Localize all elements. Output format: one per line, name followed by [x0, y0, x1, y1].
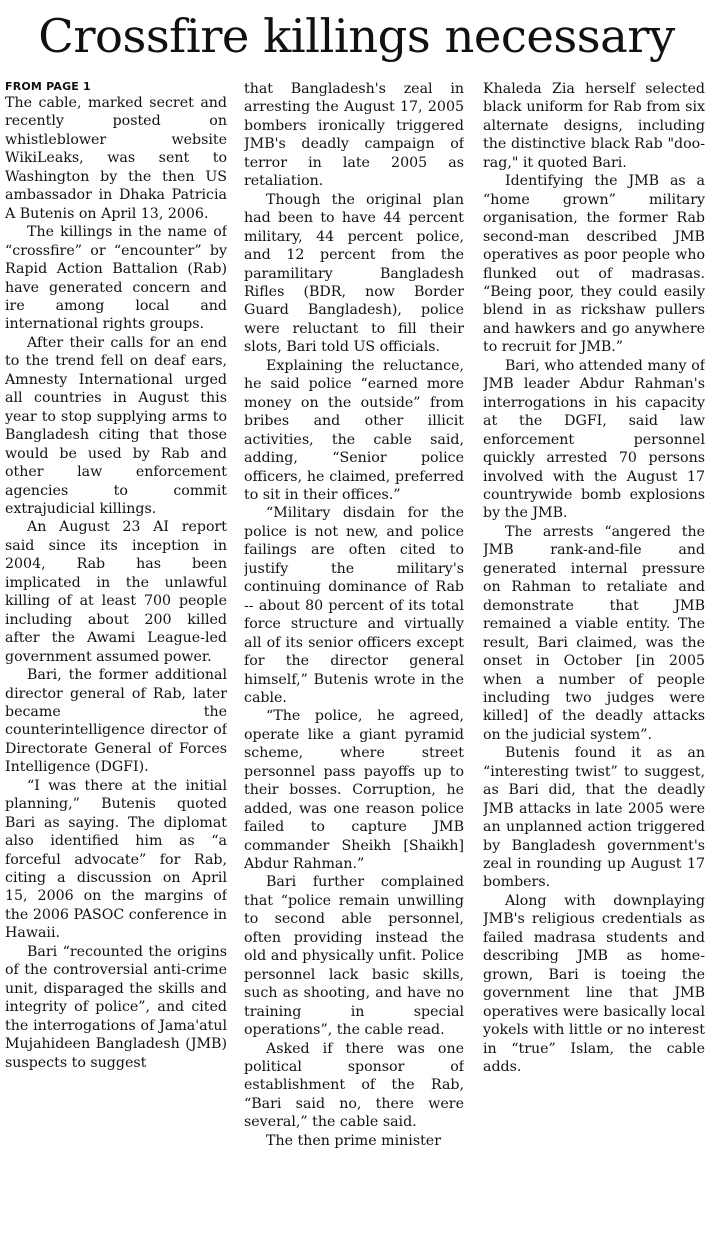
headline: Crossfire killings necessary — [38, 9, 675, 63]
paragraph: Explaining the reluctance, he said police “earned more money on the outside” from bribes and other illicit activities, the cable said, adding, “Senior police officers, he claimed, preferred to sit in their offices.” — [244, 357, 464, 503]
paragraph: An August 23 AI report said since its inception in 2004, Rab has been implicated in the unlawful killing of at least 700 people including about 200 killed after the Awami League-led government assumed power. — [5, 519, 227, 665]
paragraph: Bari further complained that “police remain unwilling to second able personnel, often providing instead the old and physically unfit. Police personnel lack basic skills, such as shooting, and have no training in special operations”, the cable read. — [244, 874, 464, 1039]
paragraph: “I was there at the initial planning,” Butenis quoted Bari as saying. The diplomat also identified him as “a forceful advocate” for Rab, citing a discussion on April 15, 2006 on the margins of the 2006 PASOC conference in Hawaii. — [5, 777, 227, 942]
article-column-2 — [244, 80, 464, 1255]
paragraph: Identifying the JMB as a “home grown” military organisation, the former Rab second-man described JMB operatives as poor people who flunked out of madrasas. “Being poor, they could easily blend in as rickshaw pullers and hawkers and go anywhere to recruit for JMB.” — [483, 173, 705, 356]
paragraph: Bari “recounted the origins of the controversial anti-crime unit, disparaged the skills and integrity of police”, and cited the interrogations of Jama'atul Mujahideen Bangladesh (JMB) suspects to suggest — [5, 943, 227, 1071]
paragraph: “The police, he agreed, operate like a giant pyramid scheme, where street personnel pass payoffs up to their bosses. Corruption, he added, was one reason police failed to capture JMB commander Sheikh [Shaikh] Abdur Rahman.” — [244, 708, 464, 873]
paragraph: After their calls for an end to the trend fell on deaf ears, Amnesty International urged all countries in August this year to stop supplying arms to Bangladesh citing that those would be used by Rab and other law enforcement agencies to commit extrajudicial killings. — [5, 334, 227, 517]
paragraph: The arrests “angered the JMB rank-and-file and generated internal pressure on Rahman to retaliate and demonstrate that JMB remained a viable entity. The result, Bari claimed, was the onset in October [in 2005 when a number of people including two judges were killed] of the deadly attacks on the judicial system”. — [483, 523, 705, 743]
paragraph: Asked if there was one political sponsor of establishment of the Rab, “Bari said no, there were several,” the cable said. — [244, 1040, 464, 1131]
paragraph: The killings in the name of “crossfire” or “encounter” by Rapid Action Battalion (Rab) have generated concern and ire among local and international rights groups. — [5, 224, 227, 333]
paragraph: Bari, the former additional director general of Rab, later became the counterintelligence director of Directorate General of Forces Intelligence (DGFI). — [5, 667, 227, 776]
paragraph: Though the original plan had been to have 44 percent military, 44 percent police, and 12 percent from the paramilitary Bangladesh Rifles (BDR, now Border Guard Bangladesh), police were reluctant to fill their slots, Bari told US officials. — [244, 191, 464, 356]
paragraph-continued: that Bangladesh's zeal in arresting the August 17, 2005 bombers ironically triggered JMB's deadly campaign of terror in late 2005 as retaliation. — [244, 81, 464, 190]
article-column-1 — [5, 80, 227, 1255]
paragraph: Along with downplaying JMB's religious credentials as failed madrasa students and describing JMB as home-grown, Bari is toeing the government line that JMB operatives were basically local yokels with little or no interest in “true” Islam, the cable adds. — [483, 892, 705, 1076]
paragraph-continued: Khaleda Zia herself selected black uniform for Rab from six alternate designs, including the distinctive black Rab "doo-rag," it quoted Bari. — [483, 81, 705, 171]
article-column-3 — [483, 80, 705, 1255]
paragraph: Butenis found it as an “interesting twist” to suggest, as Bari did, that the deadly JMB attacks in late 2005 were an unplanned action triggered by Bangladesh government's zeal in rounding up August 17 bombers. — [483, 745, 705, 891]
paragraph: The cable, marked secret and recently posted on whistleblower website WikiLeaks, was sent to Washington by the then US ambassador in Dhaka Patricia A Butenis on April 13, 2006. — [5, 95, 227, 222]
from-page-kicker: FROM PAGE 1 — [5, 80, 91, 93]
paragraph: Bari, who attended many of JMB leader Abdur Rahman's interrogations in his capacity at the DGFI, said law enforcement personnel quickly arrested 70 persons involved with the August 17 countrywide bomb explosions by the JMB. — [483, 357, 705, 522]
paragraph: “Military disdain for the police is not new, and police failings are often cited to justify the military's continuing dominance of Rab -- about 80 percent of its total force structure and virtually all of its senior officers except for the director general himself,” Butenis wrote in the cable. — [244, 505, 464, 706]
paragraph: The then prime minister — [266, 1132, 441, 1149]
